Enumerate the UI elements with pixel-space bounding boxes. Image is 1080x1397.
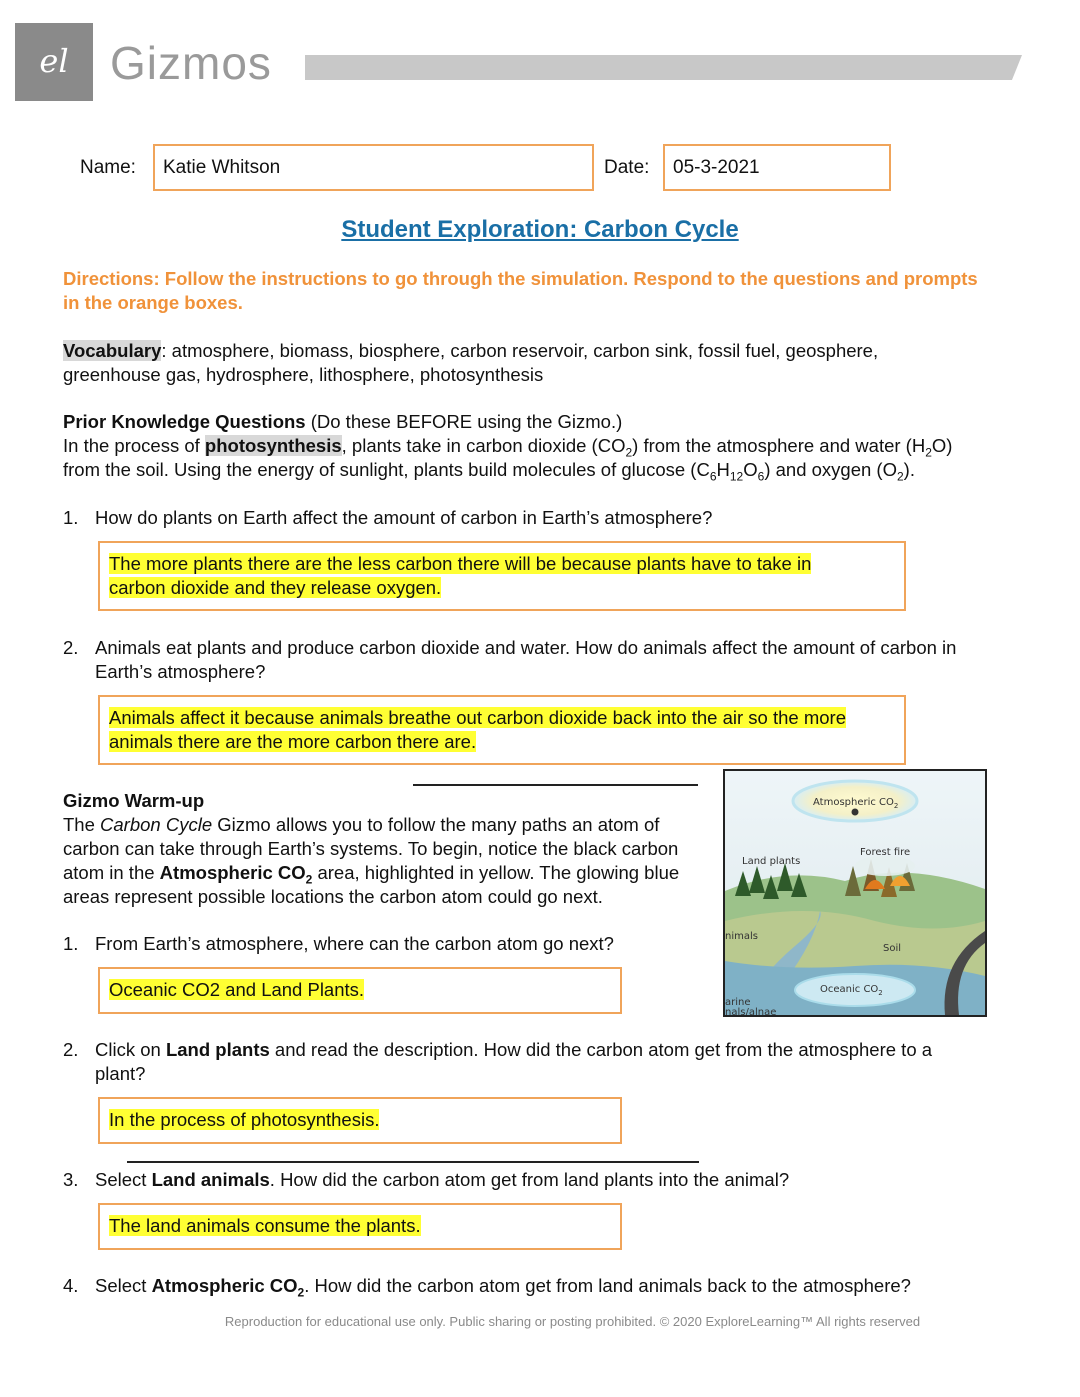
question-text: Click on Land plants and read the description. How did the carbon atom get from the atmosphere to a plant? <box>95 1039 933 1084</box>
date-label: Date: <box>604 157 650 178</box>
answer-line: In the process of photosynthesis. <box>109 1109 380 1130</box>
header-bar <box>305 55 1022 80</box>
logo-glyph: el <box>39 42 69 80</box>
vocabulary-line-2: greenhouse gas, hydrosphere, lithosphere, photosynthesis <box>63 364 544 385</box>
brand-name: Gizmos <box>110 37 272 89</box>
marine-label-2: nals/alnae <box>725 1007 777 1015</box>
answer-box[interactable] <box>98 1097 622 1144</box>
question-number: 4. <box>63 1275 79 1296</box>
directions-text: Directions: Follow the instructions to go through the simulation. Respond to the questions and prompts in the orange boxes. <box>63 268 978 313</box>
answer-line: The more plants there are the less carbon there will be because plants have to take in <box>109 553 812 574</box>
answer-line: The land animals consume the plants. <box>109 1215 421 1236</box>
answer-box[interactable] <box>98 695 906 765</box>
question-text: Animals eat plants and produce carbon dioxide and water. How do animals affect the amount of carbon in Earth’s atmosphere? <box>95 637 957 682</box>
vocabulary-terms-1: : atmosphere, biomass, biosphere, carbon reservoir, carbon sink, fossil fuel, geosphere, <box>161 340 879 361</box>
question-number: 1. <box>63 933 79 954</box>
page-title: Student Exploration: Carbon Cycle <box>341 216 739 243</box>
soil-label: Soil <box>883 943 902 954</box>
divider <box>127 1161 699 1163</box>
warmup-paragraph-1: The Carbon Cycle Gizmo allows you to follow the many paths an atom of <box>63 814 660 835</box>
answer-box[interactable] <box>98 967 622 1014</box>
question-number: 2. <box>63 1039 79 1060</box>
explorelearning-logo <box>15 23 93 101</box>
land-plants-label: Land plants <box>742 856 801 867</box>
prior-knowledge-heading: Prior Knowledge Questions (Do these BEFORE using the Gizmo.) <box>63 411 623 432</box>
question-number: 2. <box>63 637 79 658</box>
oceanic-co2-label: Oceanic $CO_2$ <box>820 984 883 997</box>
animals-label: nimals <box>725 931 758 942</box>
answer-box[interactable] <box>98 541 906 611</box>
vocabulary-line-1 <box>63 339 1013 363</box>
forest-fire-label: Forest fire <box>860 847 911 858</box>
answer-line: carbon dioxide and they release oxygen. <box>109 577 442 598</box>
answer-box[interactable] <box>98 1203 622 1250</box>
question-number: 1. <box>63 507 79 528</box>
date-field[interactable]: 05-3-2021 <box>663 144 891 191</box>
warmup-heading: Gizmo Warm-up <box>63 790 205 811</box>
prior-knowledge-intro-1: In the process of photosynthesis, plants take in carbon dioxide $(CO_2)$ from the atmosphere and water $(H_2O)$ <box>63 435 953 460</box>
question-text: Select Atmospheric $CO_2$. How did the carbon atom get from land animals back to the atmosphere? <box>95 1275 911 1300</box>
question-text: From Earth’s atmosphere, where can the carbon atom go next? <box>95 933 614 954</box>
answer-line: animals there are the more carbon there are. <box>109 731 477 752</box>
name-field[interactable]: Katie Whitson <box>153 144 594 191</box>
warmup-paragraph-3: atom in the Atmospheric $CO_2$ area, highlighted in yellow. The glowing blue <box>63 862 680 887</box>
footer-copyright: Reproduction for educational use only. Public sharing or posting prohibited. © 2020 ExploreLearning™ All rights reserved <box>224 1314 921 1329</box>
gizmo-illustration <box>725 771 985 1015</box>
question-number: 3. <box>63 1169 79 1190</box>
question-text: Select Land animals. How did the carbon atom get from land plants into the animal? <box>95 1169 790 1190</box>
atmospheric-co2-label: Atmospheric $CO_2$ <box>813 797 899 810</box>
answer-line: Animals affect it because animals breathe out carbon dioxide back into the air so the more <box>109 707 846 728</box>
vocabulary-label: Vocabulary <box>63 340 162 361</box>
answer-line: Oceanic CO2 and Land Plants. <box>109 979 365 1000</box>
prior-knowledge-intro-2: from the soil. Using the energy of sunlight, plants build molecules of glucose $(C_6H_{12}O_6)$ and oxygen $(O_2)$. <box>63 459 915 484</box>
name-label: Name: <box>80 157 136 178</box>
warmup-paragraph-2: carbon can take through Earth’s systems. To begin, notice the black carbon <box>63 838 679 859</box>
divider <box>413 784 698 786</box>
question-text: How do plants on Earth affect the amount of carbon in Earth’s atmosphere? <box>95 507 713 528</box>
warmup-paragraph-4: areas represent possible locations the carbon atom could go next. <box>63 886 603 907</box>
carbon-cycle-gizmo-image <box>723 769 987 1017</box>
marine-label: arine <box>725 997 751 1008</box>
